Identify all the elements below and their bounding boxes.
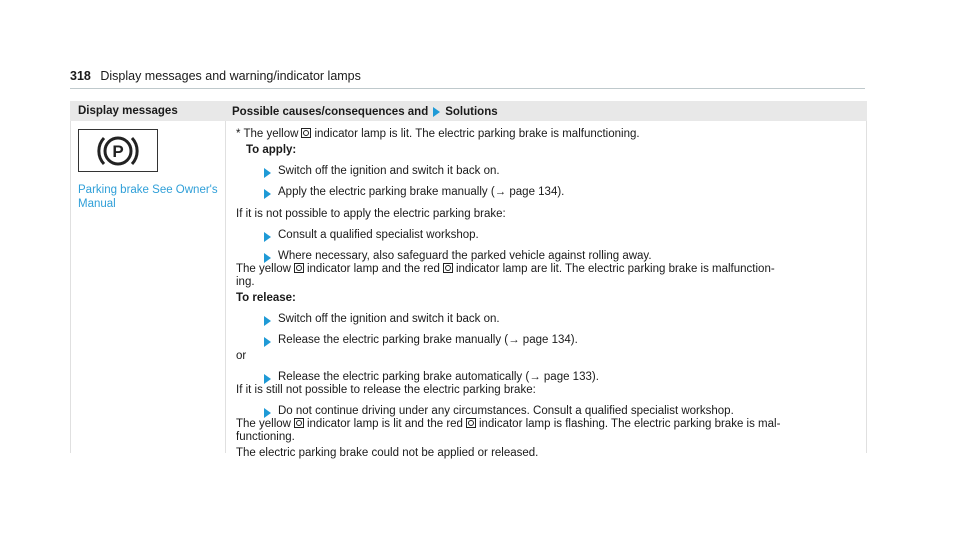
list-item — [264, 186, 564, 199]
text-segment: indicator lamp is lit. The electric parking brake is malfunctioning. — [314, 128, 640, 140]
text-line: or — [236, 350, 247, 362]
column-header-solutions: Solutions — [445, 106, 498, 118]
list-item — [264, 313, 500, 326]
parking-brake-indicator-icon — [294, 263, 304, 273]
subheading-to-apply: To apply: — [246, 144, 297, 156]
bullet-arrow-icon — [264, 168, 271, 178]
table-header-row — [70, 101, 867, 121]
column-header-text: Possible causes/consequences and — [232, 106, 429, 118]
text-line: If it is still not possible to release the electric parking brake: — [236, 384, 536, 396]
header-divider — [70, 88, 865, 89]
list-item — [264, 165, 500, 178]
svg-text:P: P — [112, 141, 124, 161]
bullet-arrow-icon — [264, 189, 271, 199]
bullet-arrow-icon — [264, 316, 271, 326]
bullet-arrow-icon — [264, 232, 271, 242]
list-item — [264, 371, 599, 384]
parking-brake-indicator-icon — [294, 418, 304, 428]
text-line: functioning. — [236, 431, 295, 443]
list-item — [264, 250, 652, 263]
list-item-text: Release the electric parking brake automatically (→ page 133). — [278, 371, 599, 383]
parking-brake-indicator-icon — [466, 418, 476, 428]
list-item-text: Apply the electric parking brake manually (→ page 134). — [278, 186, 565, 198]
text-segment: indicator lamp is lit and the red — [306, 418, 463, 430]
cause-line — [236, 418, 780, 431]
bullet-arrow-icon — [264, 374, 271, 384]
text-segment: The yellow — [236, 263, 291, 275]
list-item-text: Switch off the ignition and switch it back on. — [278, 165, 500, 177]
solution-arrow-icon — [433, 107, 440, 117]
text-line: If it is not possible to apply the electric parking brake: — [236, 208, 506, 220]
bullet-arrow-icon — [264, 408, 271, 418]
running-header — [70, 69, 361, 83]
list-item — [264, 334, 578, 347]
list-item-text: Where necessary, also safeguard the parked vehicle against rolling away. — [278, 250, 652, 262]
text-segment: indicator lamp is flashing. The electric parking brake is mal- — [478, 418, 781, 430]
list-item — [264, 229, 479, 242]
subheading-to-release: To release: — [236, 292, 296, 304]
display-message-cell — [78, 129, 223, 211]
column-header-display-messages: Display messages — [78, 105, 178, 117]
text-line: The electric parking brake could not be applied or released. — [236, 447, 539, 459]
text-segment: indicator lamp are lit. The electric parking brake is malfunction- — [455, 263, 775, 275]
bullet-arrow-icon — [264, 337, 271, 347]
bullet-arrow-icon — [264, 253, 271, 263]
text-segment: * The yellow — [236, 128, 299, 140]
cause-line — [236, 128, 640, 141]
list-item-text: Switch off the ignition and switch it back on. — [278, 313, 500, 325]
column-divider — [225, 121, 226, 453]
list-item-text: Consult a qualified specialist workshop. — [278, 229, 479, 241]
text-segment: indicator lamp and the red — [306, 263, 440, 275]
parking-brake-display-icon — [78, 129, 158, 172]
display-messages-table — [70, 101, 867, 459]
cause-line — [236, 263, 775, 276]
table-left-border — [70, 121, 71, 453]
column-header-causes-solutions — [232, 106, 498, 118]
chapter-title: Display messages and warning/indicator lamps — [100, 69, 361, 83]
list-item — [264, 405, 734, 418]
text-line: ing. — [236, 276, 255, 288]
page-number: 318 — [70, 69, 91, 83]
list-item-text: Release the electric parking brake manually (→ page 134). — [278, 334, 578, 346]
parking-brake-indicator-icon — [301, 128, 311, 138]
list-item-text: Do not continue driving under any circumstances. Consult a qualified specialist workshop. — [278, 405, 734, 417]
text-segment: The yellow — [236, 418, 291, 430]
parking-brake-indicator-icon — [443, 263, 453, 273]
table-right-border — [866, 121, 867, 453]
display-message-text: Parking brake See Owner's Manual — [78, 184, 218, 210]
